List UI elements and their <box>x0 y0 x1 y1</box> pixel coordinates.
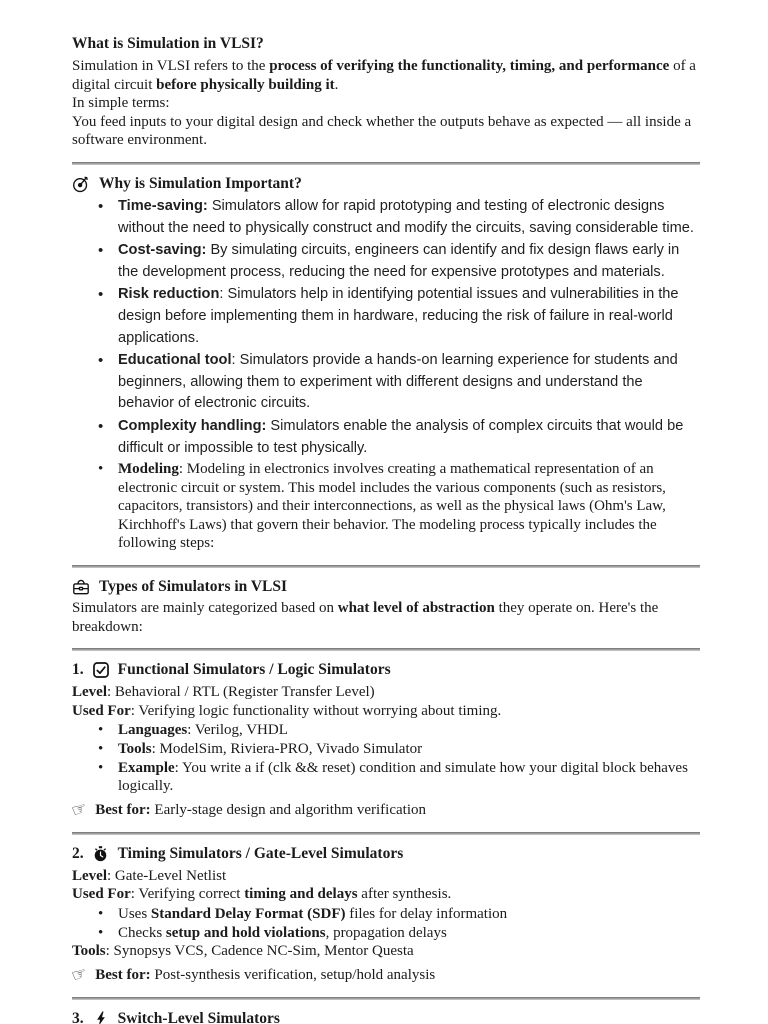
lightning-icon <box>92 1010 110 1024</box>
section-divider <box>72 997 700 1000</box>
bullet-text: Example: You write a if (clk && reset) condition and simulate how your digital block behaves logically. <box>118 759 688 795</box>
importance-list <box>72 196 700 553</box>
section-divider <box>72 162 700 165</box>
intro-explanation: You feed inputs to your digital design and check whether the outputs behave as expected — all inside a software environment. <box>72 113 692 149</box>
bullet-text: Tools: ModelSim, Riviera-PRO, Vivado Simulator <box>118 741 423 758</box>
section2-number: 2. <box>72 844 84 862</box>
section2-heading-text: Timing Simulators / Gate-Level Simulators <box>117 844 404 862</box>
stopwatch-icon <box>92 845 110 863</box>
section3-heading <box>72 1009 700 1024</box>
list-item <box>72 759 700 796</box>
importance-heading <box>72 174 700 194</box>
bullet-text: Time-saving: Simulators allow for rapid prototyping and testing of electronic designs without the need to physically construct and modify the circuits, saving considerable time. <box>118 197 694 236</box>
section2-level-line: Level: Gate-Level Netlist <box>72 867 227 884</box>
intro-paragraph: Simulation in VLSI refers to the process of verifying the functionality, timing, and performance of a digital circuit before physically building it. <box>72 58 696 93</box>
section-divider <box>72 648 700 651</box>
bullet-text: Languages: Verilog, VHDL <box>118 722 288 739</box>
pointing-hand-icon: ☞ <box>69 797 90 822</box>
intro-title: What is Simulation in VLSI? <box>72 35 264 52</box>
bullet-text: Risk reduction: Simulators help in identifying potential issues and vulnerabilities in the design before implementing them in hardware, reducing the risk of failure in real-world applications. <box>118 286 679 346</box>
section2-heading <box>72 844 700 864</box>
section1-best-for-line <box>69 797 700 822</box>
list-item <box>72 721 700 740</box>
section2-tools-line: Tools: Synopsys VCS, Cadence NC-Sim, Mentor Questa <box>72 943 414 960</box>
list-item <box>72 740 700 759</box>
best-for-text: Best for: Early-stage design and algorithm verification <box>95 801 426 818</box>
list-item <box>72 196 700 239</box>
bullet-text: Checks setup and hold violations, propagation delays <box>118 924 447 941</box>
section1-list <box>72 721 700 795</box>
list-item <box>72 924 700 943</box>
best-for-text: Best for: Post-synthesis verification, setup/hold analysis <box>95 966 436 983</box>
bullet-text: Educational tool: Simulators provide a hands-on learning experience for students and beginners, allowing them to experiment with different designs and understand the behavior of electronic circuits. <box>118 352 678 412</box>
section1-heading-text: Functional Simulators / Logic Simulators <box>117 661 391 679</box>
bullet-text: Cost-saving: By simulating circuits, engineers can identify and fix design flaws early in the development process, reducing the need for expensive prototypes and materials. <box>118 242 680 280</box>
importance-heading-text: Why is Simulation Important? <box>99 174 302 192</box>
section-divider <box>72 565 700 568</box>
list-item <box>72 905 700 924</box>
section1-heading <box>72 660 700 680</box>
types-heading-text: Types of Simulators in VLSI <box>99 578 288 596</box>
section1-level-line: Level: Behavioral / RTL (Register Transfer Level) <box>72 684 375 701</box>
section-divider <box>72 832 700 835</box>
types-heading <box>72 577 700 597</box>
section2-used-for-line: Used For: Verifying correct timing and delays after synthesis. <box>72 886 452 903</box>
list-item <box>72 460 700 553</box>
bullet-text: Uses Standard Delay Format (SDF) files for delay information <box>118 906 508 922</box>
dart-target-icon <box>72 175 90 193</box>
toolbox-icon <box>72 578 90 596</box>
section2-list <box>72 905 700 942</box>
list-item <box>72 284 700 349</box>
pointing-hand-icon: ☞ <box>69 962 90 987</box>
list-item <box>72 350 700 415</box>
section3-heading-text: Switch-Level Simulators <box>117 1009 280 1024</box>
checkbox-icon <box>92 661 110 679</box>
types-description: Simulators are mainly categorized based on what level of abstraction they operate on. Here's the breakdown: <box>72 600 659 635</box>
intro-simple-terms: In simple terms: <box>72 95 170 112</box>
section3-number: 3. <box>72 1009 84 1024</box>
bullet-text: Modeling: Modeling in electronics involves creating a mathematical representation of an electronic circuit or system. This model includes the various components (such as resistors, capacitors, transistors) and their interconnections, as well as the physical laws (Ohm's Law, Kirchhoff's Laws) that govern their behavior. The modeling process typically includes the following steps: <box>118 461 666 552</box>
list-item <box>72 416 700 459</box>
bullet-text: Complexity handling: Simulators enable the analysis of complex circuits that would be difficult or impossible to test physically. <box>118 417 684 456</box>
section2-best-for-line <box>69 962 700 987</box>
section1-number: 1. <box>72 661 84 679</box>
list-item <box>72 240 700 283</box>
section1-used-for-line: Used For: Verifying logic functionality without worrying about timing. <box>72 702 502 719</box>
